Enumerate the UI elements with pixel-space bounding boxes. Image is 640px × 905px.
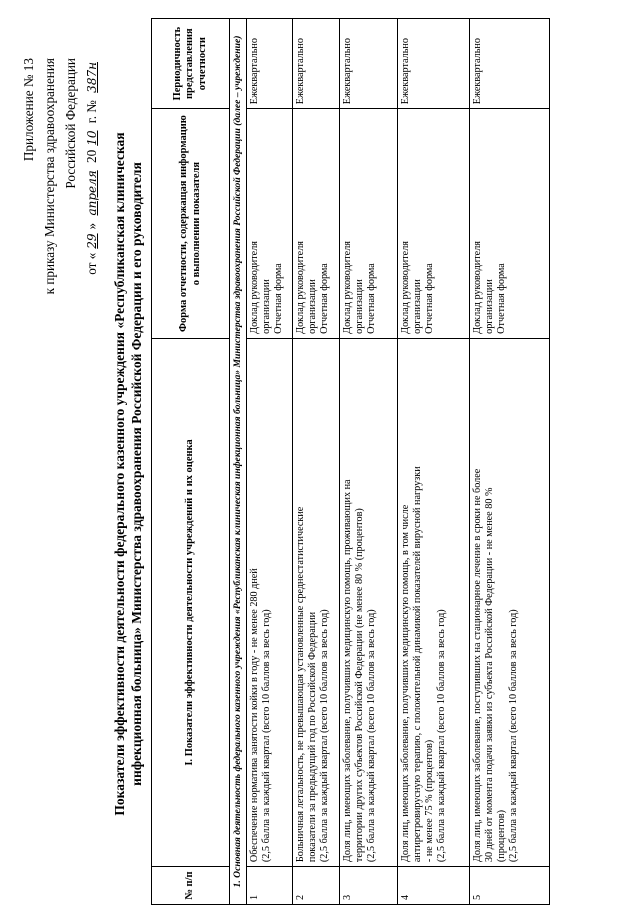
period-cell: Ежеквартально	[397, 19, 469, 109]
handwritten-year: 10	[85, 130, 99, 146]
year-prefix: 20	[84, 149, 99, 163]
form-line: Доклад руководителя	[294, 241, 306, 334]
appendix-header	[18, 58, 103, 298]
report-form-cell	[469, 109, 549, 339]
row-number: 4	[397, 867, 469, 905]
indicator-line: - не менее 75 % (процентов)	[423, 739, 435, 863]
indicator-line: Доля лиц, имеющих заболевание, получивших медицинскую помощь, проживающих на	[341, 479, 353, 863]
header-report-form: Форма отчетности, содержащая информацию о выполнении показателя	[152, 109, 230, 339]
indicator-line: антиретровирусную терапию, с положительной динамикой показателей вирусной нагрузки	[411, 466, 423, 863]
row-number: 5	[469, 867, 549, 905]
indicators-table	[151, 18, 550, 905]
header-num: № п/п	[152, 867, 230, 905]
table-row	[246, 19, 292, 905]
report-form-cell	[397, 109, 469, 339]
form-line: Отчетная форма	[495, 263, 507, 334]
form-line: Доклад руководителя	[399, 241, 411, 334]
table-row	[339, 19, 397, 905]
indicator-cell	[397, 338, 469, 866]
indicator-cell	[469, 338, 549, 866]
form-line: организации	[306, 279, 318, 334]
indicator-line: Доля лиц, имеющих заболевание, поступивших на стационарное лечение в сроки не более	[471, 468, 483, 863]
handwritten-day: 29	[85, 233, 99, 249]
section-row	[230, 19, 247, 905]
section-title: 1. Основная деятельность федерального казенного учреждения «Республиканская клиническая инфекционная больница» Министерства здравоохранения Российской Федерации (далее – учреждение)	[230, 19, 247, 905]
form-line: организации	[411, 279, 423, 334]
form-line: Отчетная форма	[272, 263, 284, 334]
indicator-line: (2,5 балла за каждый квартал (всего 10 баллов за весь год)	[318, 609, 330, 863]
indicator-line: Больничная летальность, не превышающая установленные среднестатистические	[294, 506, 306, 863]
indicator-line: (2,5 балла за каждый квартал (всего 10 баллов за весь год)	[508, 609, 520, 863]
report-form-cell	[339, 109, 397, 339]
indicator-cell	[339, 338, 397, 866]
appendix-federation: Российской Федерации	[63, 58, 78, 189]
document-title	[111, 129, 145, 819]
year-word: г. №	[84, 100, 99, 124]
form-line: Отчетная форма	[365, 263, 377, 334]
indicator-line: Доля лиц, имеющих заболевание, получивших медицинскую помощь, в том числе	[399, 504, 411, 863]
row-number: 2	[292, 867, 339, 905]
period-cell: Ежеквартально	[469, 19, 549, 109]
form-line: организации	[260, 279, 272, 334]
table-row	[292, 19, 339, 905]
report-form-cell	[246, 109, 292, 339]
form-line: организации	[353, 279, 365, 334]
table-row	[469, 19, 549, 905]
appendix-order-ref: к приказу Министерства здравоохранения	[42, 58, 57, 295]
row-number: 1	[246, 867, 292, 905]
form-line: Доклад руководителя	[471, 241, 483, 334]
table-row	[397, 19, 469, 905]
title-line-2: инфекционная больница» Министерства здравоохранения Российской Федерации и его руководителя	[129, 162, 144, 786]
form-line: организации	[483, 279, 495, 334]
indicator-line: Обеспечение норматива занятости койки в году - не менее 280 дней	[248, 568, 260, 863]
appendix-number: Приложение № 13	[21, 58, 36, 162]
form-line: Доклад руководителя	[341, 241, 353, 334]
indicator-cell	[292, 338, 339, 866]
indicator-line: (2,5 балла за каждый квартал (всего 10 баллов за весь год)	[365, 609, 377, 863]
form-line: Доклад руководителя	[248, 241, 260, 334]
indicator-line: территории других субъектов Российской Федерации (не менее 80 % (процентов)	[353, 508, 365, 863]
indicator-line: показатели за предыдущий год по Российской Федерации	[306, 611, 318, 863]
period-cell: Ежеквартально	[339, 19, 397, 109]
date-prefix: от «	[84, 252, 99, 275]
header-indicator: I. Показатели эффективности деятельности учреждений и их оценка	[152, 338, 230, 866]
indicator-line: (2,5 балла за каждый квартал (всего 10 баллов за весь год)	[260, 609, 272, 863]
period-cell: Ежеквартально	[246, 19, 292, 109]
title-line-1: Показатели эффективности деятельности федерального казенного учреждения «Республиканская клиническая	[112, 132, 127, 816]
appendix-date-line	[81, 58, 103, 298]
row-number: 3	[339, 867, 397, 905]
date-mid: »	[84, 222, 99, 230]
table-header-row	[152, 19, 230, 905]
indicator-line: 30 дней от момента подачи заявки из субъекта Российской Федерации - не менее 80 %	[483, 487, 495, 863]
header-period: Периодичность представления отчетности	[152, 19, 230, 109]
indicator-line: (2,5 балла за каждый квартал (всего 10 баллов за весь год)	[436, 609, 448, 863]
period-cell: Ежеквартально	[292, 19, 339, 109]
indicator-line: (процентов)	[495, 810, 507, 863]
form-line: Отчетная форма	[423, 263, 435, 334]
report-form-cell	[292, 109, 339, 339]
form-line: Отчетная форма	[318, 263, 330, 334]
handwritten-month: апреля	[85, 170, 99, 216]
indicator-cell	[246, 338, 292, 866]
handwritten-order-number: 387н	[85, 62, 99, 93]
